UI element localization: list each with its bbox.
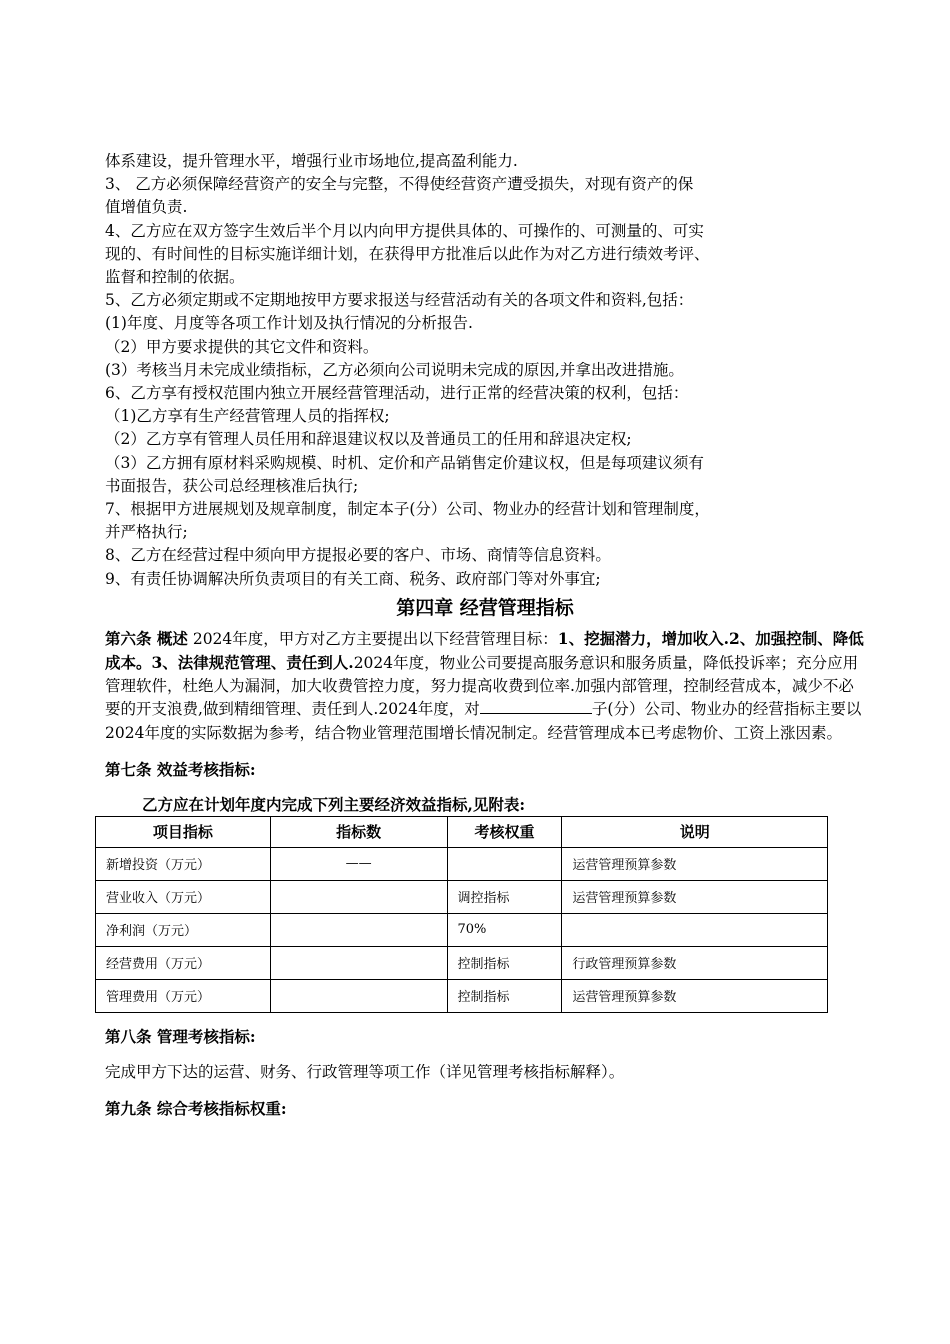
fill-in-blank <box>480 699 592 714</box>
top-lines <box>105 150 865 591</box>
table-cell: 70% <box>447 913 562 946</box>
table-cell: 管理费用（万元） <box>96 979 271 1012</box>
table-header: 项目指标 <box>96 816 271 847</box>
text-line: （2）甲方要求提供的其它文件和资料。 <box>105 337 379 356</box>
table-cell: 行政管理预算参数 <box>562 946 828 979</box>
table-cell <box>562 913 828 946</box>
table-cell: 运营管理预算参数 <box>562 880 828 913</box>
article-6-goals: 1、挖掘潜力，增加收入.2、加强控制、降低成本。3、法律规范管理、责任到人. <box>105 628 864 673</box>
article-7-title: 第七条 效益考核指标: <box>105 759 256 779</box>
article-8-body: 完成甲方下达的运营、财务、行政管理等项工作（详见管理考核指标解释）。 <box>105 1062 625 1081</box>
text-line: 监督和控制的依据。 <box>105 268 245 287</box>
article-9-title: 第九条 综合考核指标权重: <box>105 1099 287 1119</box>
table-cell: 营业收入（万元） <box>96 880 271 913</box>
table-cell: 运营管理预算参数 <box>562 847 828 880</box>
text-line: 6、乙方享有授权范围内独立开展经营管理活动，进行正常的经营决策的权利，包括： <box>105 384 689 403</box>
table-row <box>96 913 828 946</box>
table-header: 考核权重 <box>447 816 562 847</box>
chapter-title: 第四章 经营管理指标 <box>396 596 574 619</box>
table-cell: 新增投资（万元） <box>96 847 271 880</box>
text-line: 现的、有时间性的目标实施详细计划，在获得甲方批准后以此作为对乙方进行绩效考评、 <box>105 244 710 263</box>
text-line: (3）考核当月未完成业绩指标，乙方必须向公司说明未完成的原因,并拿出改进措施。 <box>105 360 684 379</box>
table-header: 说明 <box>562 816 828 847</box>
article-6 <box>105 627 865 745</box>
document-page <box>105 150 865 1120</box>
article-8-title: 第八条 管理考核指标: <box>105 1026 256 1046</box>
table-header: 指标数 <box>270 816 447 847</box>
table-cell <box>447 847 562 880</box>
table-cell: 净利润（万元） <box>96 913 271 946</box>
article-6-text-3: 子(分）公司、物业办的经营指标主要以2024年度的实际数据为参考，结合物业管理范围增长情况制定。经营管理成本已考虑物价、工资上涨因素。 <box>105 700 862 742</box>
table-cell <box>270 913 447 946</box>
table-cell: 控制指标 <box>447 946 562 979</box>
table-cell: 控制指标 <box>447 979 562 1012</box>
benefit-indicator-table <box>95 816 828 1013</box>
text-line: 9、有责任协调解决所负责项目的有关工商、税务、政府部门等对外事宜; <box>105 569 601 588</box>
table-row <box>96 847 828 880</box>
text-line: （3）乙方拥有原材料采购规模、时机、定价和产品销售定价建议权，但是每项建议须有 <box>105 453 704 472</box>
table-cell <box>270 880 447 913</box>
table-cell: 调控指标 <box>447 880 562 913</box>
article-6-title: 第六条 概述 <box>105 628 188 648</box>
text-line: 书面报告，获公司总经理核准后执行; <box>105 476 359 495</box>
text-line: 3、 乙方必须保障经营资产的安全与完整，不得使经营资产遭受损失，对现有资产的保 <box>105 175 694 194</box>
article-6-text-2: 2024年度，物业公司要提高服务意识和服务质量，降低投诉率；充分应用管理软件，杜绝人为漏洞，加大收费管控力度，努力提高收费到位率.加强内部管理，控制经营成本，减少不必要的开支浪费,做到精细管理、责任到人.2024年度，对 <box>105 654 859 719</box>
text-line: 7、根据甲方进展规划及规章制度，制定本子(分）公司、物业办的经营计划和管理制度， <box>105 500 710 519</box>
text-line: 值增值负责. <box>105 198 188 217</box>
table-header-row <box>96 816 828 847</box>
text-line: (1)年度、月度等各项工作计划及执行情况的分析报告. <box>105 314 473 333</box>
text-line: （2）乙方享有管理人员任用和辞退建议权以及普通员工的任用和辞退决定权; <box>105 430 632 449</box>
table-cell <box>270 979 447 1012</box>
text-line: 并严格执行; <box>105 523 188 542</box>
table-row <box>96 946 828 979</box>
table-cell <box>270 946 447 979</box>
article-7-intro: 乙方应在计划年度内完成下列主要经济效益指标,见附表: <box>142 794 526 814</box>
article-6-text-1: 2024年度，甲方对乙方主要提出以下经营管理目标： <box>187 629 558 648</box>
text-line: 4、乙方应在双方签字生效后半个月以内向甲方提供具体的、可操作的、可测量的、可实 <box>105 221 704 240</box>
table-cell: 运营管理预算参数 <box>562 979 828 1012</box>
table-row <box>96 979 828 1012</box>
table-cell: 经营费用（万元） <box>96 946 271 979</box>
text-line: 8、乙方在经营过程中须向甲方提报必要的客户、市场、商情等信息资料。 <box>105 546 611 565</box>
text-line: 5、乙方必须定期或不定期地按甲方要求报送与经营活动有关的各项文件和资料,包括： <box>105 291 694 310</box>
text-line: 体系建设，提升管理水平，增强行业市场地位,提高盈利能力. <box>105 152 518 170</box>
table-row <box>96 880 828 913</box>
text-line: （1)乙方享有生产经营管理人员的指挥权; <box>105 407 390 426</box>
table-cell: —— <box>270 847 447 880</box>
